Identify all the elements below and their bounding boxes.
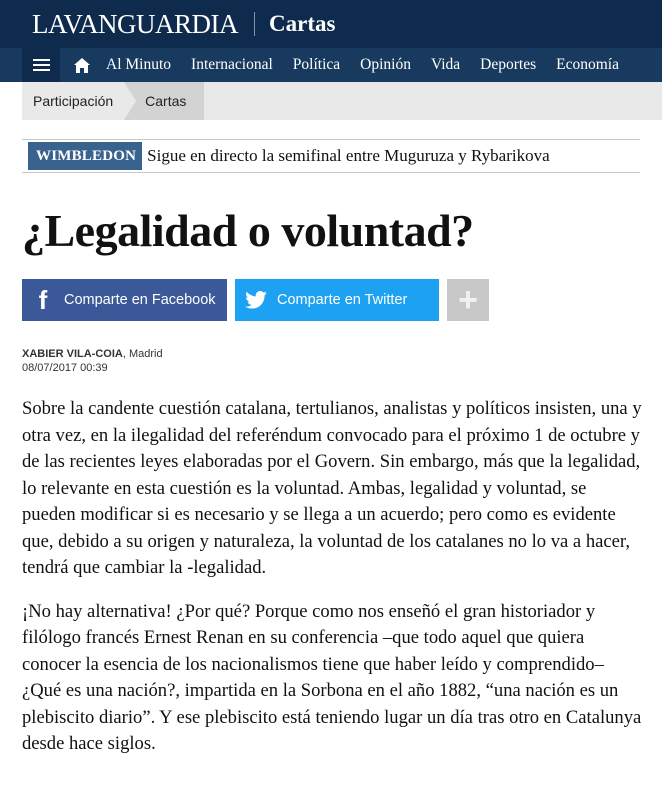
share-more-button[interactable] bbox=[447, 279, 489, 321]
main-nav bbox=[0, 48, 662, 82]
breadcrumb bbox=[22, 82, 662, 120]
nav-item-opinion[interactable]: Opinión bbox=[360, 56, 411, 73]
article-paragraph: Sobre la candente cuestión catalana, tertulianos, analistas y políticos insisten, una y otra vez, en la ilegalidad del referéndum convocado para el próximo 1 de octubre y de las recientes leyes elaboradas por el Govern. Sin embargo, más que la legalidad, lo relevante en esta cuestión es la voluntad. Ambas, legalidad y voluntad, se pueden modificar si es necesario y se llega a un acuerdo; pero como es evidente que, debido a su origen y naturaleza, la voluntad de los catalanes no lo va a hacer, tendrá que cambiar la -legalidad. bbox=[22, 398, 642, 578]
masthead bbox=[0, 0, 662, 48]
breadcrumb-participacion[interactable]: Participación bbox=[33, 93, 114, 109]
breadcrumb-separator bbox=[124, 82, 136, 120]
home-button[interactable] bbox=[63, 48, 101, 82]
author-location: Madrid bbox=[128, 348, 163, 360]
nav-item-economia[interactable]: Economía bbox=[556, 56, 619, 73]
share-bar bbox=[22, 279, 662, 321]
author-name: XABIER VILA-COIA bbox=[22, 348, 123, 360]
article-paragraph: ¡No hay alternativa! ¿Por qué? Porque como nos enseñó el gran historiador y filólogo francés Ernest Renan en su conferencia –que todo aquel que quiera conocer la esencia de los nacionalismos tiene que haber leído y comprendido– ¿Qué es una nación?, impartida en la Sorbona en el año 1882, “una nación es un plebiscito diario”. Y ese plebiscito está teniendo lugar un día tras otro en Catalunya desde hace siglos. bbox=[22, 600, 642, 754]
menu-button[interactable] bbox=[22, 48, 60, 82]
section-title[interactable]: Cartas bbox=[269, 11, 336, 36]
plus-icon: + bbox=[458, 281, 478, 319]
nav-item-vida[interactable]: Vida bbox=[430, 56, 461, 73]
breadcrumb-cartas[interactable]: Cartas bbox=[124, 82, 204, 120]
live-tag[interactable]: WIMBLEDON bbox=[28, 142, 142, 170]
nav-items bbox=[106, 48, 639, 82]
publish-date: 08/07/2017 00:39 bbox=[22, 362, 108, 374]
nav-item-politica[interactable]: Política bbox=[292, 56, 341, 73]
live-banner[interactable] bbox=[22, 139, 640, 173]
share-twitter-label: Comparte en Twitter bbox=[277, 292, 408, 308]
article-title: ¿Legalidad o voluntad? bbox=[22, 205, 474, 256]
twitter-icon bbox=[235, 291, 277, 309]
share-facebook-button[interactable] bbox=[22, 279, 227, 321]
byline: XABIER VILA-COIA, Madrid 08/07/2017 00:39 bbox=[22, 348, 662, 374]
hamburger-icon bbox=[33, 59, 50, 71]
article-body bbox=[22, 396, 642, 758]
share-twitter-button[interactable] bbox=[235, 279, 439, 321]
nav-item-deportes[interactable]: Deportes bbox=[480, 56, 537, 73]
masthead-divider bbox=[254, 12, 255, 36]
facebook-icon: f bbox=[38, 285, 48, 315]
nav-item-internacional[interactable]: Internacional bbox=[191, 56, 273, 73]
site-logo[interactable]: LAVANGUARDIA bbox=[32, 8, 239, 39]
home-icon bbox=[74, 58, 90, 73]
share-facebook-label: Comparte en Facebook bbox=[64, 292, 216, 308]
nav-item-al-minuto[interactable]: Al Minuto bbox=[106, 56, 172, 73]
live-text[interactable]: Sigue en directo la semifinal entre Muguruza y Rybarikova bbox=[147, 146, 550, 165]
